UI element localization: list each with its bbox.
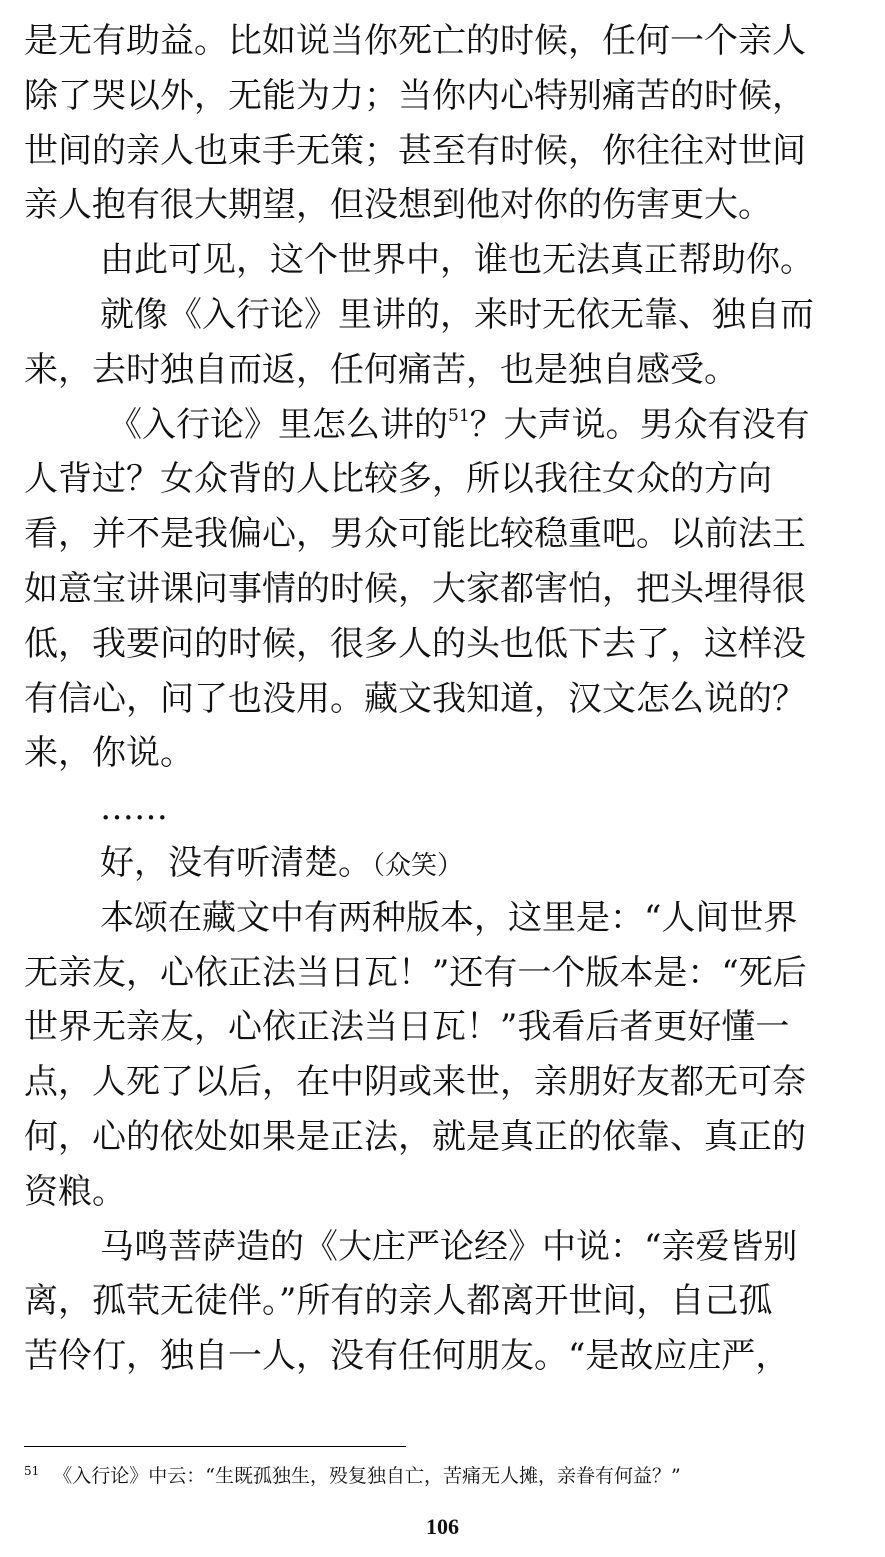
text-line: 看，并不是我偏心，男众可能比较稳重吧。以前法王	[24, 514, 806, 555]
footnote-divider	[24, 1446, 406, 1447]
footnote	[24, 1458, 874, 1489]
text-line: 除了哭以外，无能为力；当你内心特别痛苦的时候，	[24, 75, 806, 116]
text-line: 资粮。	[24, 1171, 126, 1212]
page-number: 106	[426, 1514, 459, 1539]
text-line: 点，人死了以后，在中阴或来世，亲朋好友都无可奈	[24, 1062, 806, 1103]
text-line: 人背过？女众背的人比较多，所以我往女众的方向	[24, 459, 772, 500]
text-line: 由此可见，这个世界中，谁也无法真正帮助你。	[100, 240, 814, 281]
text-line: 来，去时独自而返，任何痛苦，也是独自感受。	[24, 349, 738, 390]
text-line: 世间的亲人也束手无策；甚至有时候，你往往对世间	[24, 130, 806, 171]
text-line: 苦伶仃，独自一人，没有任何朋友。“是故应庄严，	[24, 1336, 790, 1377]
body-text	[24, 14, 864, 1384]
text-line: 世界无亲友，心依正法当日瓦！”我看后者更好懂一	[24, 1007, 790, 1048]
text-line: 亲人抱有很大期望，但没想到他对你的伤害更大。	[24, 185, 772, 226]
text-line: 马鸣菩萨造的《大庄严论经》中说：“亲爱皆别	[100, 1226, 798, 1267]
text-line: 何，心的依处如果是正法，就是真正的依靠、真正的	[24, 1116, 806, 1157]
text-segment: 好，没有听清楚。	[100, 842, 372, 883]
footnote-number: 51	[24, 1464, 40, 1478]
text-line: 来，你说。	[24, 733, 194, 774]
parenthetical-note: （众笑）	[372, 850, 464, 881]
ellipsis-line: ……	[100, 788, 168, 829]
text-segment: 《入行论》里怎么讲的	[108, 404, 448, 445]
text-line: 是无有助益。比如说当你死亡的时候，任何一个亲人	[24, 21, 806, 61]
text-line: 就像《入行论》里讲的，来时无依无靠、独自而	[100, 294, 814, 335]
text-line: 无亲友，心依正法当日瓦！”还有一个版本是：“死后	[24, 952, 807, 993]
text-line: 有信心，问了也没用。藏文我知道，汉文怎么说的？	[24, 678, 806, 719]
text-line: 离，孤茕无徒伴。”所有的亲人都离开世间，自己孤	[24, 1281, 773, 1322]
text-line	[24, 836, 864, 891]
footnote-reference[interactable]: 51	[448, 405, 470, 426]
text-line	[24, 398, 864, 453]
text-line: 如意宝讲课问事情的时候，大家都害怕，把头埋得很	[24, 568, 806, 609]
text-segment: ？大声说。男众有没有	[469, 404, 810, 445]
text-line: 本颂在藏文中有两种版本，这里是：“人间世界	[100, 897, 798, 938]
footnote-text: 《入行论》中云：“生既孤独生，殁复独自亡，苦痛无人摊，亲眷有何益？”	[53, 1465, 681, 1487]
text-line: 低，我要问的时候，很多人的头也低下去了，这样没	[24, 623, 806, 664]
